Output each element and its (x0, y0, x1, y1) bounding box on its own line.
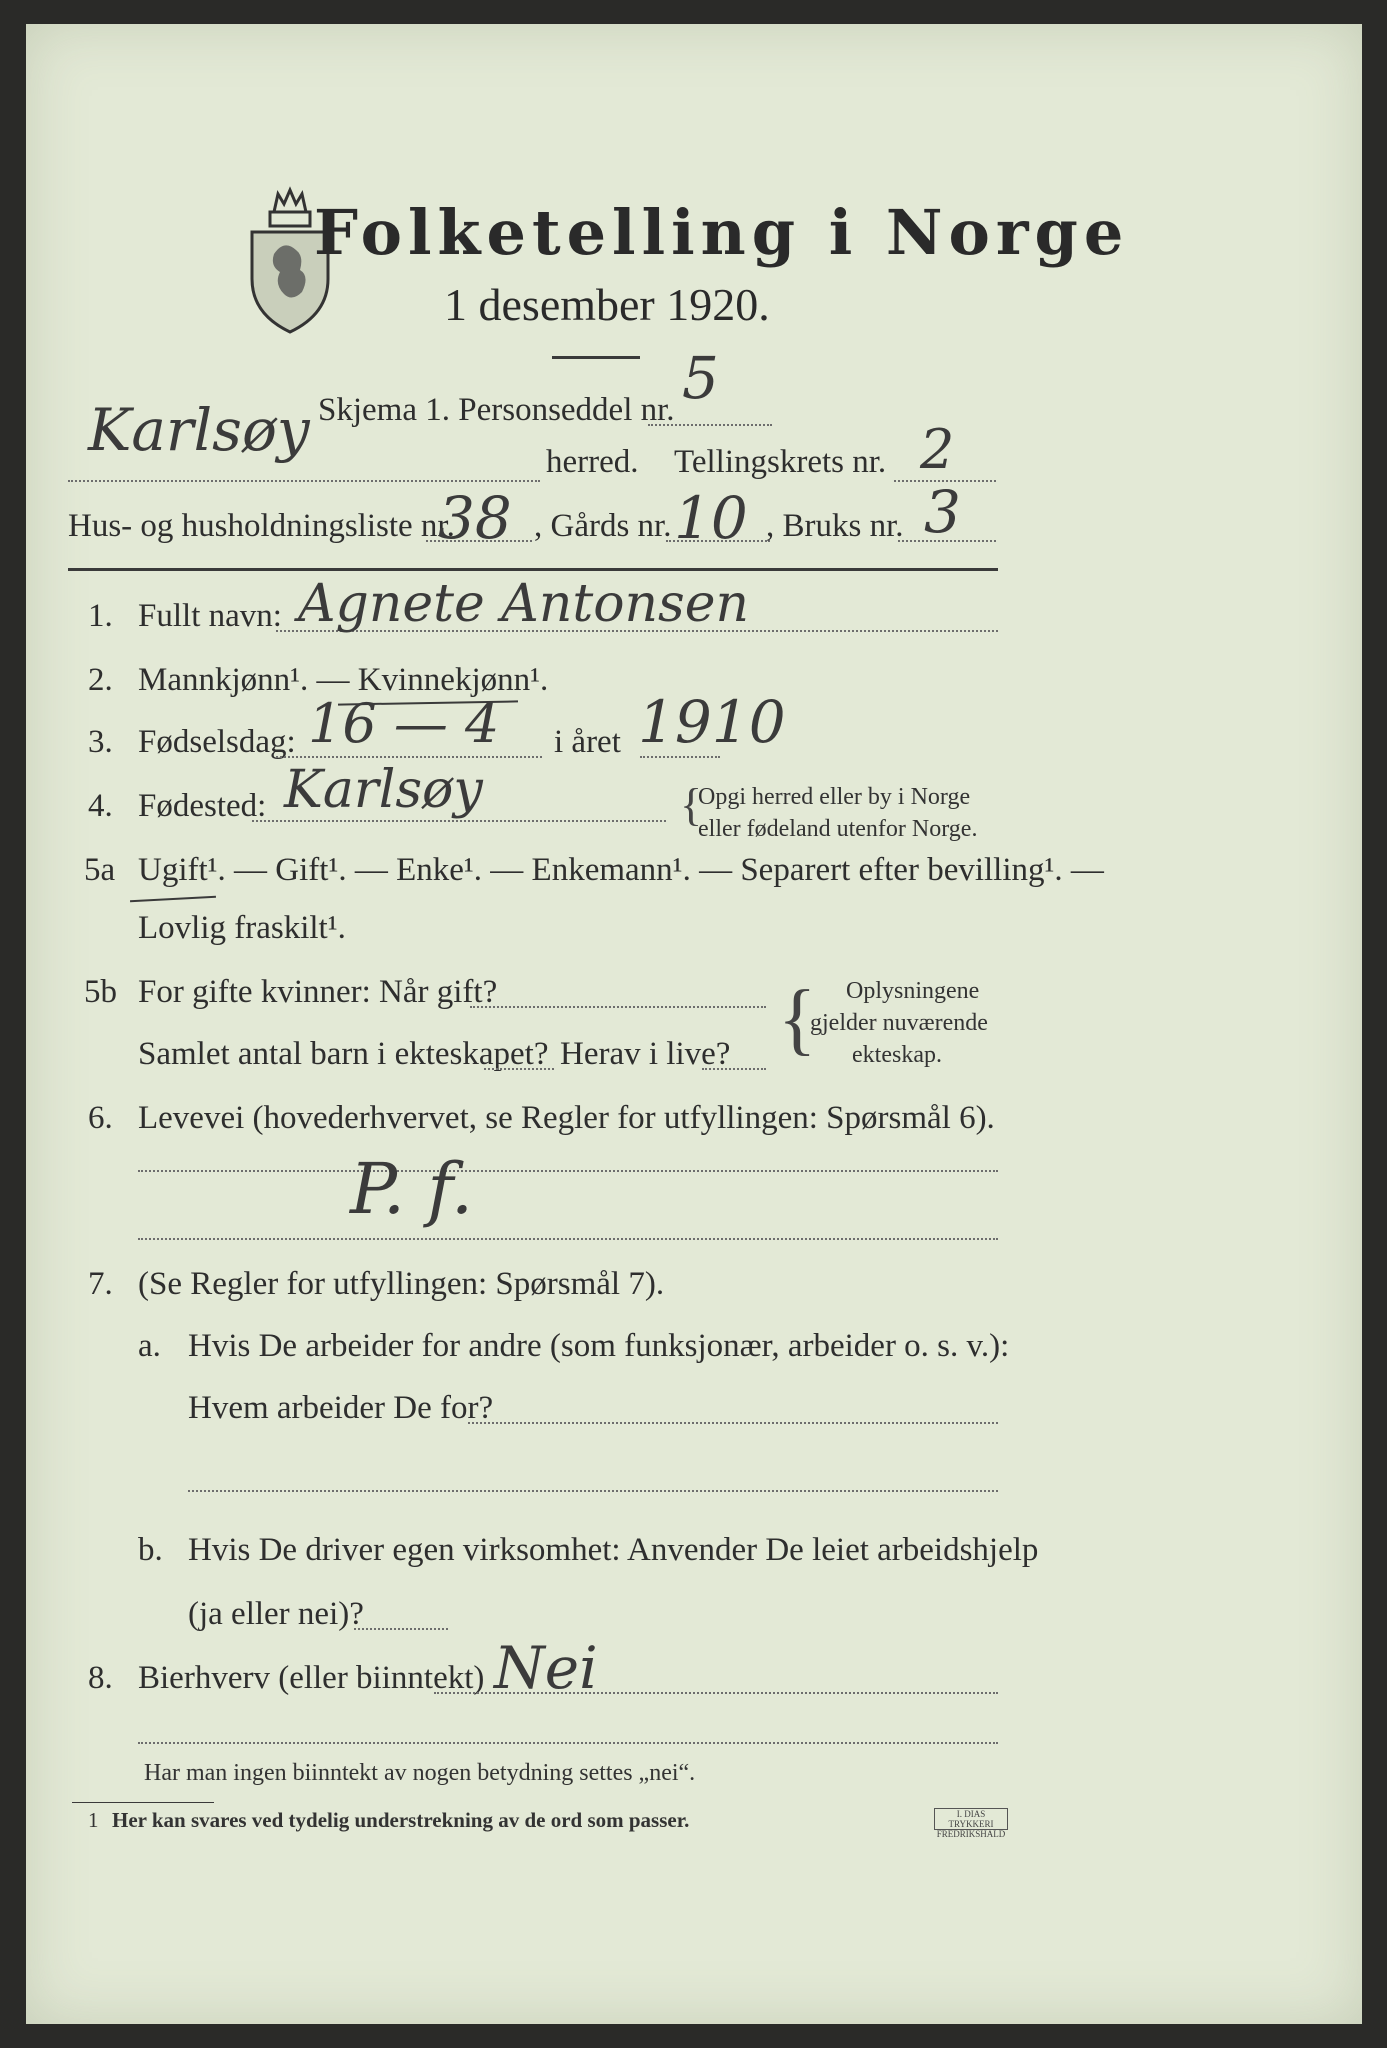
q3-number: 3. (88, 724, 113, 760)
bruks-label: , Bruks nr. (766, 508, 904, 544)
q2-number: 2. (88, 662, 113, 698)
q5b-number: 5b (84, 974, 117, 1010)
q7-label: (Se Regler for utfyllingen: Spørsmål 7). (138, 1266, 665, 1302)
birthplace-note-line1: Opgi herred eller by i Norge (698, 784, 971, 810)
q5b-alive-label: Herav i live? (560, 1036, 731, 1072)
footnote-number: 1 (88, 1808, 99, 1832)
herred-value: Karlsøy (88, 396, 310, 464)
q7b-label: Hvis De driver egen virksomhet: Anvender De leiet arbeidshjelp (188, 1532, 1039, 1568)
birthdate-value: 16 — 4 (308, 692, 500, 755)
occupation-field-2[interactable] (138, 1238, 998, 1240)
children-alive-field[interactable] (702, 1068, 766, 1070)
employer-field-1[interactable] (468, 1422, 998, 1424)
marriage-note-line3: ekteskap. (852, 1042, 942, 1068)
q7b-number: b. (138, 1532, 163, 1568)
printer-stamp: I. DIAS TRYKKERI FREDRIKSHALD (934, 1808, 1008, 1830)
occupation-value: P. f. (350, 1148, 474, 1230)
q6-number: 6. (88, 1100, 113, 1136)
q1-number: 1. (88, 598, 113, 634)
q8-label: Bierhverv (eller biinntekt) (138, 1660, 485, 1696)
q1-label: Fullt navn: (138, 598, 282, 634)
side-income-value: Nei (494, 1634, 598, 1702)
marriage-note-line2: gjelder nuværende (810, 1010, 988, 1036)
footer-note: Har man ingen biinntekt av nogen betydning settes „nei“. (144, 1760, 696, 1786)
employer-field-2[interactable] (188, 1490, 998, 1492)
herred-field[interactable] (68, 480, 540, 482)
birth-year-value: 1910 (638, 688, 786, 756)
header-separator (68, 568, 998, 571)
tellingskrets-label: Tellingskrets nr. (674, 444, 887, 480)
marriage-note-brace: { (778, 975, 817, 1063)
tellingskrets-value: 2 (920, 418, 955, 481)
marriage-note-line1: Oplysningene (846, 978, 980, 1004)
footnote-divider (72, 1802, 214, 1803)
herred-label: herred. (546, 444, 639, 480)
birth-year-field[interactable] (640, 756, 720, 758)
q4-label: Fødested: (138, 788, 267, 824)
hired-help-field[interactable] (354, 1628, 448, 1630)
q5b-label: For gifte kvinner: Når gift? (138, 974, 498, 1010)
q6-label: Levevei (hovederhvervet, se Regler for utfyllingen: Spørsmål 6). (138, 1100, 995, 1136)
q5a-number: 5a (84, 852, 116, 888)
marital-status-options-2: Lovlig fraskilt¹. (138, 910, 346, 946)
marriage-date-field[interactable] (470, 1006, 766, 1008)
gards-label: , Gårds nr. (534, 508, 672, 544)
husliste-value: 38 (438, 484, 512, 552)
occupation-field-1[interactable] (138, 1170, 998, 1172)
gards-value: 10 (674, 484, 748, 552)
form-date: 1 desember 1920. (444, 279, 770, 330)
q7-number: 7. (88, 1266, 113, 1302)
q7b-answer-label: (ja eller nei)? (188, 1596, 364, 1632)
bruks-value: 3 (924, 478, 961, 546)
side-income-field-2[interactable] (138, 1742, 998, 1744)
full-name-value: Agnete Antonsen (298, 574, 749, 634)
birthplace-note-brace: { (680, 779, 703, 830)
census-form (26, 24, 1362, 2024)
q4-number: 4. (88, 788, 113, 824)
gender-options: Mannkjønn¹. — Kvinnekjønn¹. (138, 662, 549, 698)
title-divider (552, 356, 640, 359)
schema-number-field[interactable] (648, 424, 772, 426)
birth-year-label: i året (554, 724, 621, 760)
marital-status-options: Ugift¹. — Gift¹. — Enke¹. — Enkemann¹. — Separert efter bevilling¹. — (138, 852, 1104, 888)
q7a-label: Hvis De arbeider for andre (som funksjonær, arbeider o. s. v.): (188, 1328, 1010, 1364)
birthplace-value: Karlsøy (284, 760, 483, 820)
q7a-number: a. (138, 1328, 161, 1364)
schema-number-value: 5 (682, 344, 719, 412)
form-title: Folketelling i Norge (314, 196, 1130, 269)
husliste-label: Hus- og husholdningsliste nr. (68, 508, 455, 544)
footnote-text: Her kan svares ved tydelig understrekning av de ord som passer. (112, 1808, 690, 1832)
q3-label: Fødselsdag: (138, 724, 296, 760)
children-count-field[interactable] (484, 1068, 554, 1070)
birthplace-note-line2: eller fødeland utenfor Norge. (698, 816, 978, 842)
q7a-employer-label: Hvem arbeider De for? (188, 1390, 494, 1426)
q8-number: 8. (88, 1660, 113, 1696)
q5b-children-label: Samlet antal barn i ekteskapet? (138, 1036, 549, 1072)
birthdate-field[interactable] (276, 756, 542, 758)
birthplace-field[interactable] (252, 820, 666, 822)
marital-underline (130, 896, 216, 902)
schema-label: Skjema 1. Personseddel nr. (318, 392, 675, 428)
